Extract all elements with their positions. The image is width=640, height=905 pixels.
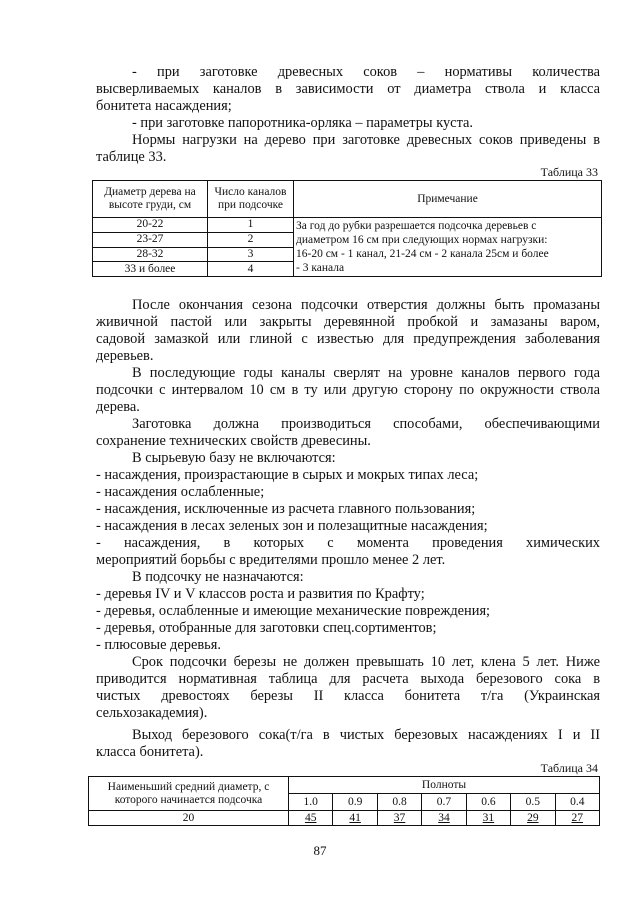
- table-header-cell: 1.0: [289, 794, 333, 811]
- paragraph-line: - при заготовке папоротника-орляка – параметры куста.: [132, 115, 474, 131]
- list-item: - насаждения, в которых с момента проведения химических: [96, 535, 600, 551]
- note-line: диаметром 16 см при следующих нормах нагрузки:: [296, 234, 548, 246]
- paragraph-line: чистых древостоях березы II класса бонитета т/га (Украинская: [96, 688, 600, 704]
- paragraph-line: живичной пастой или закрыты деревянной пробкой и замазаны варом,: [96, 314, 600, 330]
- table-cell: 4: [208, 262, 294, 277]
- list-item: - насаждения, исключенные из расчета главного пользования;: [96, 501, 476, 517]
- table-cell: 23-27: [93, 232, 208, 247]
- paragraph-line: подсочки с интервалом 10 см в ту или другую сторону по окружности ствола: [96, 382, 600, 398]
- list-item: - деревья IV и V классов роста и развития по Крафту;: [96, 586, 425, 602]
- note-line: - 3 канала: [296, 262, 345, 274]
- table-header-cell: 0.5: [511, 794, 555, 811]
- paragraph-line: Заготовка должна производиться способами, обеспечивающими: [132, 416, 600, 432]
- table-header-cell: 0.7: [422, 794, 466, 811]
- table-cell: 45: [289, 811, 333, 826]
- table-cell: 28-32: [93, 247, 208, 262]
- table-cell: 37: [377, 811, 421, 826]
- list-item: - деревья, ослабленные и имеющие механические повреждения;: [96, 603, 491, 619]
- table-cell: 41: [333, 811, 377, 826]
- table-cell: 34: [422, 811, 466, 826]
- paragraph-line: сохранение технических свойств древесины.: [96, 433, 371, 449]
- paragraph-line: таблице 33.: [96, 149, 167, 165]
- list-item: - насаждения ослабленные;: [96, 484, 265, 500]
- paragraph-line: садовой замазкой или глиной с известью для предупреждения заболевания: [96, 331, 600, 347]
- paragraph-line: сельхозакадемия).: [96, 705, 208, 721]
- table-cell: 31: [466, 811, 510, 826]
- table-note-cell: [294, 218, 602, 277]
- table-cell: 33 и более: [93, 262, 208, 277]
- table-header-cell: Число каналов при подсочке: [208, 181, 294, 218]
- paragraph-line: В сырьевую базу не включаются:: [132, 450, 336, 466]
- paragraph-line: деревьев.: [96, 348, 154, 364]
- table-cell: 29: [511, 811, 555, 826]
- table-cell: 20-22: [93, 218, 208, 233]
- table-caption: Таблица 33: [540, 165, 598, 179]
- list-item: - насаждения, произрастающие в сырых и мокрых типах леса;: [96, 467, 479, 483]
- table-33: [92, 180, 602, 277]
- table-caption: Таблица 34: [540, 761, 598, 775]
- paragraph-line: бонитета насаждения;: [96, 98, 232, 114]
- table-cell: 3: [208, 247, 294, 262]
- table-cell: 1: [208, 218, 294, 233]
- table-34: [88, 776, 600, 826]
- table-header-cell: Диаметр дерева на высоте груди, см: [93, 181, 208, 218]
- paragraph-line: - при заготовке древесных соков – нормативы количества: [132, 64, 600, 80]
- list-item: - плюсовые деревья.: [96, 637, 221, 653]
- table-header-cell: 0.8: [377, 794, 421, 811]
- paragraph-line: класса бонитета).: [96, 744, 204, 760]
- table-header-group: Полноты: [289, 777, 600, 794]
- page-number: 87: [313, 843, 327, 858]
- table-header-cell: Примечание: [294, 181, 602, 218]
- paragraph-line: В подсочку не назначаются:: [132, 569, 304, 585]
- table-cell: 2: [208, 232, 294, 247]
- note-line: За год до рубки разрешается подсочка деревьев с: [296, 220, 537, 232]
- table-cell: 20: [89, 811, 289, 826]
- paragraph-line: Нормы нагрузки на дерево при заготовке древесных соков приведены в: [132, 132, 600, 148]
- table-header-cell: 0.4: [555, 794, 599, 811]
- paragraph-line: После окончания сезона подсочки отверстия должны быть промазаны: [132, 297, 600, 313]
- table-header-cell: 0.6: [466, 794, 510, 811]
- note-line: 16-20 см - 1 канал, 21-24 см - 2 канала 25см и более: [296, 248, 549, 260]
- paragraph-line: дерева.: [96, 399, 140, 415]
- paragraph-line: В последующие годы каналы сверлят на уровне каналов первого года: [132, 365, 600, 381]
- paragraph-line: Срок подсочки березы не должен превышать 10 лет, клена 5 лет. Ниже: [132, 654, 600, 670]
- list-item: - деревья, отобранные для заготовки спец.сортиментов;: [96, 620, 437, 636]
- paragraph-line: приводится нормативная таблица для расчета выхода березового сока в: [96, 671, 600, 687]
- paragraph-line: Выход березового сока(т/га в чистых березовых насаждениях I и II: [132, 727, 600, 743]
- table-cell: 27: [555, 811, 599, 826]
- paragraph-line: мероприятий борьбы с вредителями прошло менее 2 лет.: [96, 552, 446, 568]
- table-header-cell: Наименьший средний диаметр, с которого начинается подсочка: [89, 777, 289, 811]
- paragraph-line: высверливаемых каналов в зависимости от диаметра ствола и класса: [96, 81, 600, 97]
- table-header-cell: 0.9: [333, 794, 377, 811]
- list-item: - насаждения в лесах зеленых зон и полезащитные насаждения;: [96, 518, 488, 534]
